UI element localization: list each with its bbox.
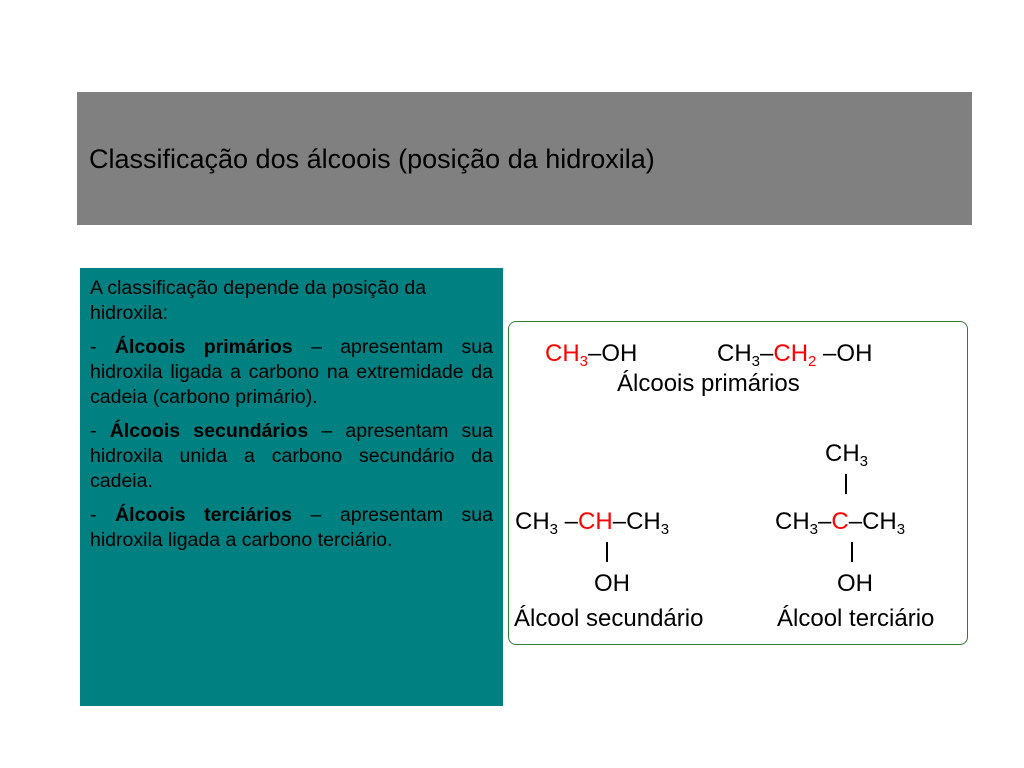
isopropanol-ch: CH (578, 508, 613, 535)
ethanol-oh: –OH (816, 340, 873, 367)
ethanol-ch2: $CH_2$ (773, 340, 817, 370)
examples-box (508, 321, 968, 645)
ethanol-ch3: $CH_3$ (717, 340, 761, 370)
secondary-dash: - (90, 420, 110, 442)
primary-description: – apresentam sua hidroxila ligada a carbono na extremidade da cadeia (carbono primário). (90, 336, 493, 408)
methanol-oh: –OH (588, 340, 638, 367)
tertiary-dash: - (90, 504, 116, 526)
tert-butanol-oh: OH (837, 570, 873, 597)
methanol-formula (545, 340, 637, 368)
title-bar (77, 92, 972, 225)
tert-butanol-formula: $CH_3-C-CH_3$ (775, 508, 906, 538)
ethanol-formula: $CH_3-CH_2$ –OH (717, 340, 873, 370)
slide-title: Classificação dos álcoois (posição da hidroxila) (89, 144, 655, 174)
secondary-alcohol-label: Álcool secundário (514, 605, 704, 632)
tertiary-paragraph (90, 503, 493, 553)
intro-paragraph: A classificação depende da posição da hidroxila: (90, 277, 427, 324)
methanol-ch3: $CH_3$ (545, 340, 589, 370)
isopropanol-oh-bond (606, 542, 608, 562)
primary-term: Álcoois primários (114, 336, 293, 358)
tertiary-description: – apresentam sua hidroxila ligada a carbono terciário. (90, 504, 493, 551)
tert-butanol-top-ch3: $CH_3$ (825, 440, 869, 470)
tertiary-alcohol-label: Álcool terciário (777, 605, 935, 632)
secondary-paragraph (90, 419, 493, 494)
primary-alcohols-label: Álcoois primários (617, 370, 800, 397)
secondary-description: – apresentam sua hidroxila unida a carbono secundário da cadeia. (90, 420, 493, 492)
primary-dash: - (90, 336, 115, 358)
tert-butanol-top-bond (845, 474, 847, 494)
primary-paragraph (90, 335, 493, 410)
tertiary-term: Álcoois terciários (115, 504, 292, 526)
tert-butanol-oh-bond (851, 542, 853, 562)
secondary-term: Álcoois secundários (109, 420, 309, 442)
isopropanol-oh: OH (594, 570, 630, 597)
tert-butanol-c: C (831, 508, 849, 535)
isopropanol-formula: $CH_3$ $-CH-CH_3$ (515, 508, 670, 538)
classification-text-box (80, 268, 503, 706)
